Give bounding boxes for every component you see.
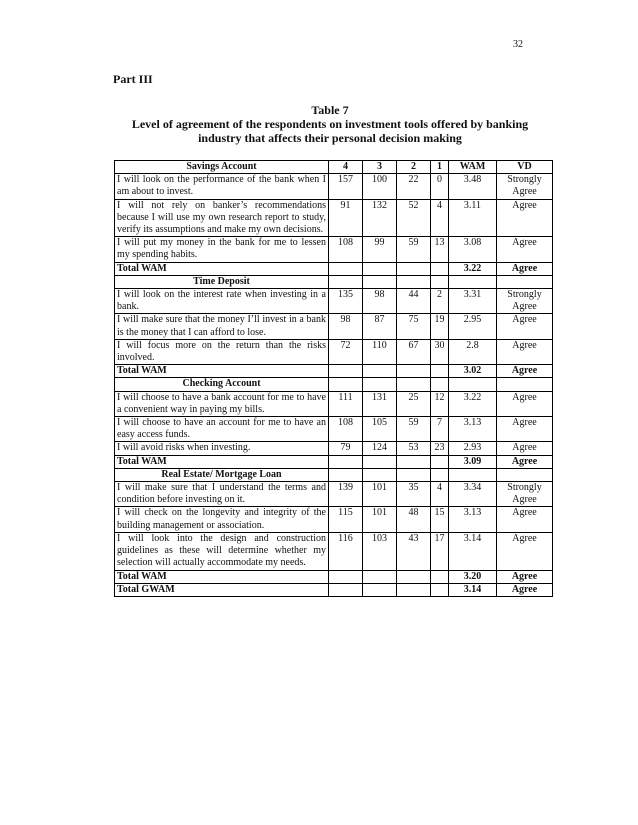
part-heading: Part III (113, 72, 153, 86)
vd-cell: Agree (497, 532, 553, 570)
count-2-cell: 52 (397, 199, 431, 237)
count-3-cell: 110 (363, 339, 397, 364)
table-row (115, 391, 553, 416)
count-4-cell: 98 (329, 314, 363, 339)
section-header-row (115, 468, 553, 481)
page-number: 32 (513, 39, 523, 50)
table-row (115, 339, 553, 364)
grand-total-label: Total GWAM (115, 583, 329, 596)
count-3-cell: 131 (363, 391, 397, 416)
count-1-cell: 17 (431, 532, 449, 570)
count-1-cell: 19 (431, 314, 449, 339)
wam-cell: 3.14 (449, 532, 497, 570)
count-2-cell: 44 (397, 289, 431, 314)
statement-cell: I will put my money in the bank for me to lessen my spending habits. (115, 237, 329, 262)
total-wam-row (115, 570, 553, 583)
column-header-vd: VD (497, 161, 553, 174)
count-2-cell: 53 (397, 442, 431, 455)
total-wam-value: 3.20 (449, 570, 497, 583)
count-4-cell: 115 (329, 507, 363, 532)
count-2-cell: 35 (397, 482, 431, 507)
count-4-cell: 108 (329, 417, 363, 442)
table-title-line-2: industry that affects their personal decision making (198, 131, 462, 145)
count-4-cell: 157 (329, 174, 363, 199)
total-wam-value: 3.22 (449, 262, 497, 275)
statement-cell: I will look on the performance of the bank when I am about to invest. (115, 174, 329, 199)
total-label: Total WAM (115, 455, 329, 468)
count-4-cell: 139 (329, 482, 363, 507)
wam-cell: 3.13 (449, 507, 497, 532)
count-3-cell: 101 (363, 507, 397, 532)
count-3-cell: 124 (363, 442, 397, 455)
count-1-cell: 15 (431, 507, 449, 532)
count-1-cell: 4 (431, 482, 449, 507)
vd-cell: Agree (497, 417, 553, 442)
count-1-cell: 30 (431, 339, 449, 364)
count-4-cell: 108 (329, 237, 363, 262)
column-header-1: 1 (431, 161, 449, 174)
count-4-cell: 91 (329, 199, 363, 237)
statement-cell: I will look into the design and construction guidelines as these will determine whether my selection will actually accommodate my needs. (115, 532, 329, 570)
vd-cell: Agree (497, 339, 553, 364)
count-3-cell: 103 (363, 532, 397, 570)
column-header-3: 3 (363, 161, 397, 174)
wam-cell: 3.48 (449, 174, 497, 199)
total-vd-value: Agree (497, 262, 553, 275)
section-header-row (115, 275, 553, 288)
wam-cell: 2.93 (449, 442, 497, 455)
wam-cell: 3.34 (449, 482, 497, 507)
count-1-cell: 7 (431, 417, 449, 442)
count-3-cell: 99 (363, 237, 397, 262)
count-2-cell: 75 (397, 314, 431, 339)
table-caption (110, 103, 550, 145)
wam-cell: 3.22 (449, 391, 497, 416)
table-row (115, 417, 553, 442)
total-label: Total WAM (115, 262, 329, 275)
total-wam-row (115, 262, 553, 275)
column-header-wam: WAM (449, 161, 497, 174)
column-header-2: 2 (397, 161, 431, 174)
vd-cell: Strongly Agree (497, 289, 553, 314)
total-wam-row (115, 455, 553, 468)
count-2-cell: 67 (397, 339, 431, 364)
count-1-cell: 23 (431, 442, 449, 455)
wam-cell: 2.95 (449, 314, 497, 339)
count-4-cell: 135 (329, 289, 363, 314)
table-title-line-1: Level of agreement of the respondents on investment tools offered by banking (131, 117, 529, 131)
table-row (115, 237, 553, 262)
vd-cell: Strongly Agree (497, 174, 553, 199)
count-1-cell: 13 (431, 237, 449, 262)
statement-cell: I will make sure that I understand the terms and condition before investing on it. (115, 482, 329, 507)
count-4-cell: 72 (329, 339, 363, 364)
count-2-cell: 43 (397, 532, 431, 570)
wam-cell: 3.08 (449, 237, 497, 262)
table-row (115, 289, 553, 314)
vd-cell: Agree (497, 237, 553, 262)
statement-cell: I will check on the longevity and integrity of the building management or association. (115, 507, 329, 532)
count-3-cell: 101 (363, 482, 397, 507)
statement-cell: I will look on the interest rate when investing in a bank. (115, 289, 329, 314)
column-header-4: 4 (329, 161, 363, 174)
section-title-real-estate: Real Estate/ Mortgage Loan (115, 468, 329, 481)
table-row (115, 507, 553, 532)
table-row (115, 482, 553, 507)
count-4-cell: 79 (329, 442, 363, 455)
statement-cell: I will choose to have a bank account for me to have a convenient way in paying my bills. (115, 391, 329, 416)
total-label: Total WAM (115, 365, 329, 378)
total-wam-value: 3.02 (449, 365, 497, 378)
table-row (115, 314, 553, 339)
count-3-cell: 98 (363, 289, 397, 314)
vd-cell: Agree (497, 442, 553, 455)
count-2-cell: 59 (397, 417, 431, 442)
header-row (115, 161, 553, 174)
column-header-statement: Savings Account (115, 161, 329, 174)
grand-total-vd-value: Agree (497, 583, 553, 596)
count-2-cell: 25 (397, 391, 431, 416)
wam-cell: 3.11 (449, 199, 497, 237)
total-gwam-row (115, 583, 553, 596)
wam-cell: 2.8 (449, 339, 497, 364)
section-title-time-deposit: Time Deposit (115, 275, 329, 288)
statement-cell: I will make sure that the money I’ll invest in a bank is the money that I can afford to lose. (115, 314, 329, 339)
count-1-cell: 4 (431, 199, 449, 237)
count-2-cell: 22 (397, 174, 431, 199)
total-vd-value: Agree (497, 365, 553, 378)
count-3-cell: 132 (363, 199, 397, 237)
vd-cell: Agree (497, 199, 553, 237)
count-2-cell: 59 (397, 237, 431, 262)
count-1-cell: 2 (431, 289, 449, 314)
total-vd-value: Agree (497, 570, 553, 583)
total-vd-value: Agree (497, 455, 553, 468)
statement-cell: I will choose to have an account for me to have an easy access funds. (115, 417, 329, 442)
statement-cell: I will not rely on banker’s recommendations because I will use my own research report to study, verify its assumptions and make my own decisions. (115, 199, 329, 237)
agreement-table (114, 160, 553, 597)
grand-total-wam-value: 3.14 (449, 583, 497, 596)
table-label: Table 7 (311, 103, 349, 117)
total-wam-value: 3.09 (449, 455, 497, 468)
vd-cell: Agree (497, 507, 553, 532)
table-row (115, 442, 553, 455)
vd-cell: Agree (497, 314, 553, 339)
table-row (115, 174, 553, 199)
vd-cell: Strongly Agree (497, 482, 553, 507)
table-row (115, 199, 553, 237)
statement-cell: I will avoid risks when investing. (115, 442, 329, 455)
count-1-cell: 12 (431, 391, 449, 416)
count-4-cell: 111 (329, 391, 363, 416)
section-title-checking-account: Checking Account (115, 378, 329, 391)
count-3-cell: 100 (363, 174, 397, 199)
vd-cell: Agree (497, 391, 553, 416)
total-label: Total WAM (115, 570, 329, 583)
section-header-row (115, 378, 553, 391)
total-wam-row (115, 365, 553, 378)
wam-cell: 3.13 (449, 417, 497, 442)
wam-cell: 3.31 (449, 289, 497, 314)
count-3-cell: 105 (363, 417, 397, 442)
count-3-cell: 87 (363, 314, 397, 339)
statement-cell: I will focus more on the return than the risks involved. (115, 339, 329, 364)
count-2-cell: 48 (397, 507, 431, 532)
table-row (115, 532, 553, 570)
count-1-cell: 0 (431, 174, 449, 199)
count-4-cell: 116 (329, 532, 363, 570)
